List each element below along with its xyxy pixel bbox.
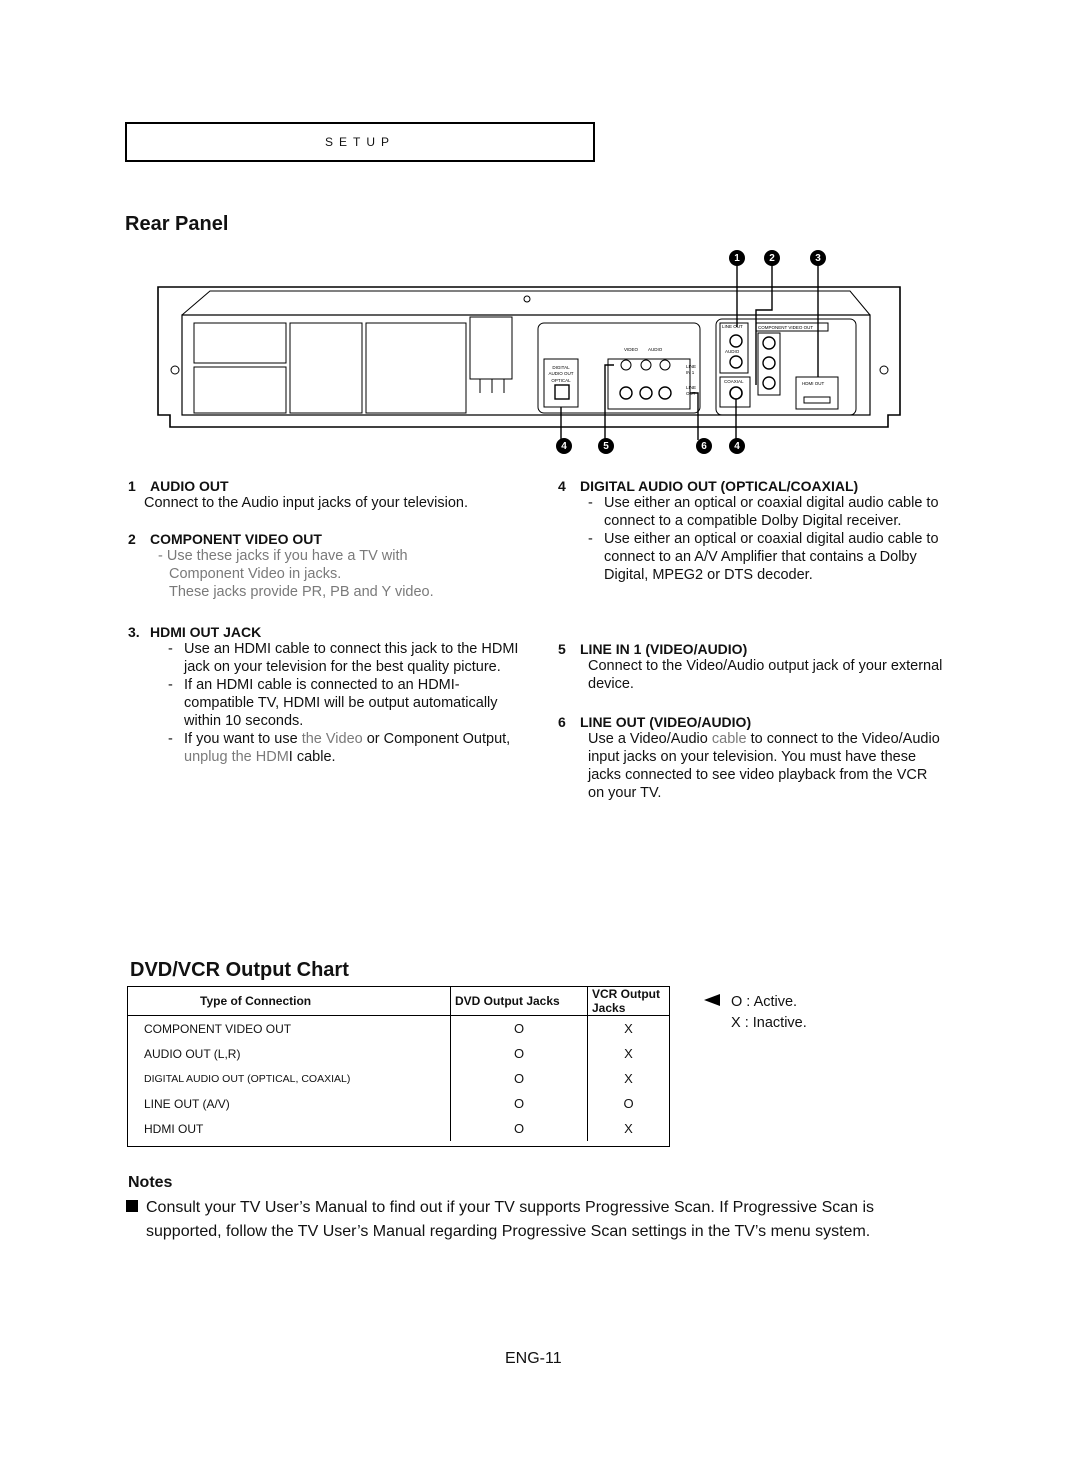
table-cell: X: [588, 1016, 670, 1042]
table-cell: O: [451, 1066, 588, 1091]
output-chart-title: DVD/VCR Output Chart: [130, 959, 349, 981]
text-part: unplug the HDM: [184, 749, 289, 765]
section-hdmi-out-jack: [128, 624, 528, 766]
section-text: [558, 730, 943, 802]
svg-text:COAXIAL: COAXIAL: [724, 379, 744, 384]
section-text: These jacks provide PR, PB and Y video.: [169, 584, 434, 600]
table-row: [128, 1016, 669, 1042]
section-text: - Use these jacks if you have a TV with: [158, 548, 408, 564]
table-cell: AUDIO OUT (L,R): [144, 1046, 241, 1061]
section-component-video-out: [128, 531, 538, 601]
text-part: If you want to use: [184, 731, 302, 747]
section-title: DIGITAL AUDIO OUT (OPTICAL/COAXIAL): [580, 478, 859, 494]
rear-panel-diagram: [150, 265, 910, 465]
bullet-text: - Use either an optical or coaxial digital audio cable to connect to a compatible Dolby Digital receiver.: [588, 494, 948, 530]
svg-text:AUDIO: AUDIO: [648, 347, 663, 352]
callout-4-coaxial: 4: [729, 438, 745, 454]
table-row: [128, 1091, 669, 1116]
callout-4-optical: 4: [556, 438, 572, 454]
page-number: ENG-11: [505, 1350, 562, 1367]
table-cell: X: [588, 1116, 670, 1141]
text-part: Use a Video/Audio: [588, 731, 712, 747]
bullet-text: - Use an HDMI cable to connect this jack to the HDMI jack on your television for the best quality picture.: [168, 640, 528, 676]
section-number: 4: [558, 478, 566, 494]
bullet-text: [168, 730, 528, 766]
section-title: HDMI OUT JACK: [150, 624, 262, 640]
section-title: AUDIO OUT: [150, 478, 229, 494]
table-cell: X: [588, 1066, 670, 1091]
callout-5: 5: [598, 438, 614, 454]
section-number: 5: [558, 641, 566, 657]
table-cell: DIGITAL AUDIO OUT (OPTICAL, COAXIAL): [144, 1072, 351, 1085]
svg-text:OPTICAL: OPTICAL: [551, 378, 571, 383]
section-label: SETUP: [324, 135, 395, 149]
table-cell: O: [451, 1116, 588, 1141]
section-audio-out: [128, 478, 538, 512]
legend-inactive: X : Inactive.: [731, 1015, 807, 1031]
table-header-row: [128, 987, 669, 1016]
section-digital-audio-out: [558, 478, 948, 584]
legend-active: O : Active.: [731, 994, 798, 1010]
text-part: cable: [711, 731, 747, 747]
output-chart-table: [127, 986, 670, 1147]
section-line-in-1: [558, 641, 943, 693]
section-line-out: [558, 714, 943, 802]
svg-text:IN 1: IN 1: [686, 370, 695, 375]
svg-text:OUT: OUT: [686, 391, 696, 396]
section-header-box: [125, 122, 595, 162]
svg-text:DIGITAL: DIGITAL: [552, 365, 570, 370]
table-cell: O: [451, 1091, 588, 1116]
table-cell: O: [588, 1091, 670, 1116]
column-header: Type of Connection: [200, 994, 312, 1008]
table-cell: O: [451, 1016, 588, 1042]
svg-text:VIDEO: VIDEO: [624, 347, 639, 352]
column-header: DVD Output Jacks: [451, 987, 588, 1016]
table-cell: O: [451, 1041, 588, 1066]
bullet-text: - If an HDMI cable is connected to an HDMI-compatible TV, HDMI will be output automatically within 10 seconds.: [168, 676, 528, 730]
callout-6: 6: [696, 438, 712, 454]
bullet-text: - Use either an optical or coaxial digital audio cable to connect to an A/V Amplifier that contains a Dolby Digital, MPEG2 or DTS decoder.: [588, 530, 948, 584]
section-title: COMPONENT VIDEO OUT: [150, 531, 322, 547]
svg-text:COMPONENT VIDEO OUT: COMPONENT VIDEO OUT: [758, 325, 814, 330]
callout-3: 3: [810, 250, 826, 266]
svg-text:HDMI OUT: HDMI OUT: [802, 381, 825, 386]
section-text: Connect to the Audio input jacks of your television.: [144, 495, 469, 511]
callout-2: 2: [764, 250, 780, 266]
svg-text:LINE OUT: LINE OUT: [722, 324, 743, 329]
text-part: to connect to the Video/Audio input jacks on your television. You must have these jacks connected to see video playback from the VCR on your TV.: [588, 731, 940, 801]
rear-panel-title: Rear Panel: [125, 213, 229, 235]
section-text: Component Video in jacks.: [169, 566, 342, 582]
table-cell: LINE OUT (A/V): [144, 1096, 230, 1111]
svg-text:AUDIO: AUDIO: [725, 349, 740, 354]
table-cell: X: [588, 1041, 670, 1066]
section-text: Connect to the Video/Audio output jack of your external device.: [588, 658, 943, 692]
section-title: LINE OUT (VIDEO/AUDIO): [580, 714, 752, 730]
section-number: 2: [128, 531, 136, 547]
table-row: [128, 1116, 669, 1141]
bullet-square-icon: [126, 1200, 138, 1212]
table-row: [128, 1066, 669, 1091]
text-part: or Component Output,: [362, 731, 511, 747]
section-number: 3.: [128, 624, 140, 640]
callout-1: 1: [729, 250, 745, 266]
table-cell: COMPONENT VIDEO OUT: [144, 1021, 292, 1036]
svg-text:LINE: LINE: [686, 385, 697, 390]
table-cell: HDMI OUT: [144, 1121, 204, 1136]
section-number: 1: [128, 478, 136, 494]
section-title: LINE IN 1 (VIDEO/AUDIO): [580, 641, 748, 657]
svg-text:LINE: LINE: [686, 364, 697, 369]
svg-text:AUDIO OUT: AUDIO OUT: [548, 371, 574, 376]
legend-arrow-icon: [704, 994, 720, 1006]
notes-text: Consult your TV User’s Manual to find out if your TV supports Progressive Scan. If Progressive Scan is supported, follow the TV User’s Manual regarding Progressive Scan settings in the TV’s menu system.: [146, 1199, 875, 1240]
text-part: I cable.: [288, 749, 336, 765]
section-number: 6: [558, 714, 566, 730]
notes-title: Notes: [128, 1174, 173, 1191]
table-row: [128, 1041, 669, 1066]
column-header: VCR Output Jacks: [588, 987, 670, 1016]
text-part: the Video: [301, 731, 363, 747]
